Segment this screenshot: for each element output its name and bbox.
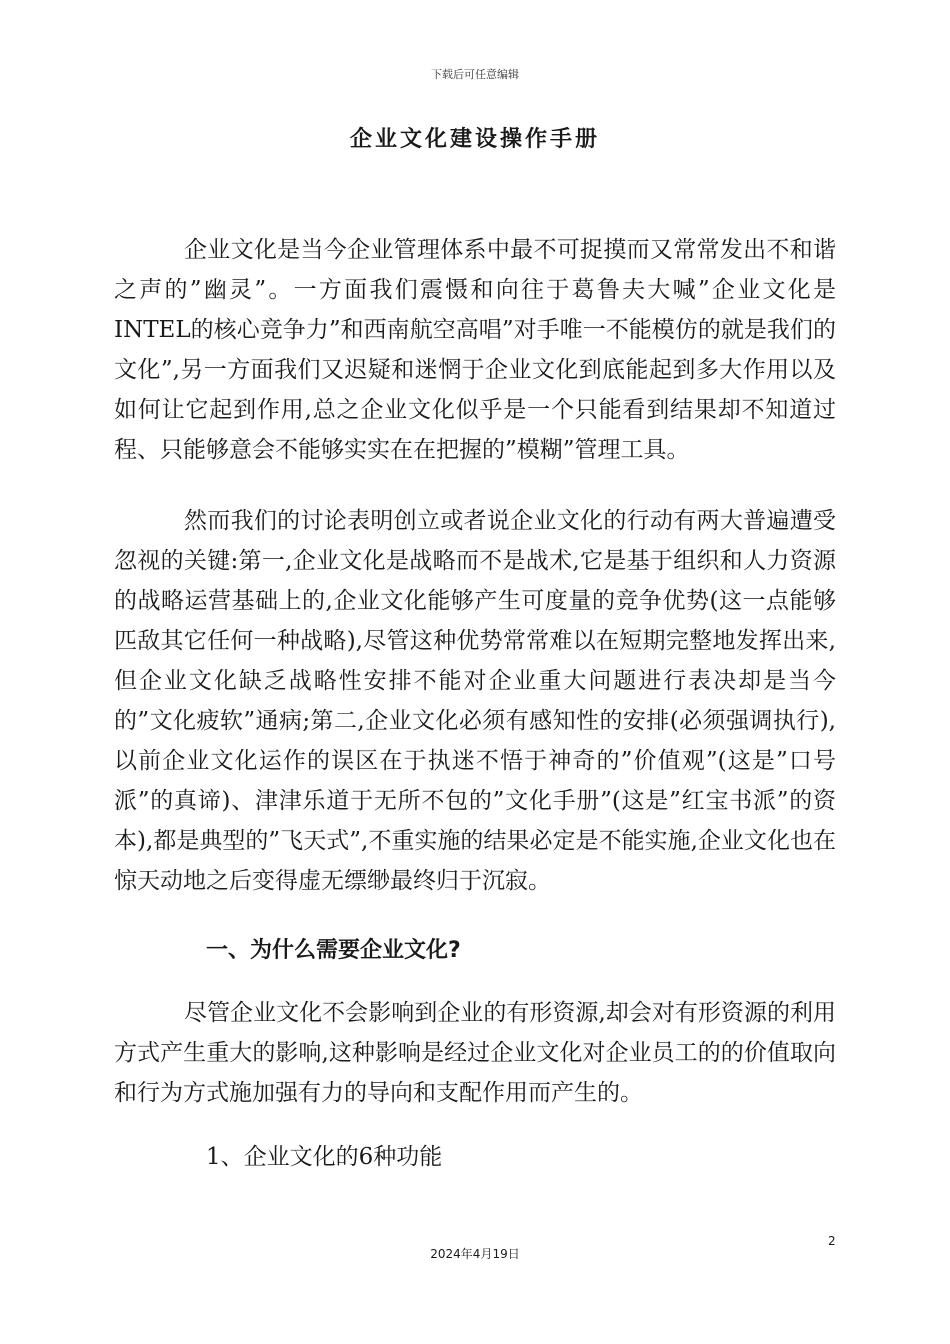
- body-paragraph-2: 然而我们的讨论表明创立或者说企业文化的行动有两大普遍遭受忽视的关键:第一,企业文化是战略而不是战术,它是基于组织和人力资源的战略运营基础上的,企业文化能够产生可度量的竞争优势(这一点能够匹敌其它任何一种战略),尽管这种优势常常难以在短期完整地发挥出来,但企业文化缺乏战略性安排不能对企业重大问题进行表决却是当今的”文化疲软”通病;第二,企业文化必须有感知性的安排(必须强调执行),以前企业文化运作的误区在于执迷不悟于神奇的”价值观”(这是”口号派”的真谛)、津津乐道于无所不包的”文化手册”(这是”红宝书派”的资本),都是典型的”飞天式”,不重实施的结果必定是不能实施,企业文化也在惊天动地之后变得虚无缥缈最终归于沉寂。: [114, 508, 836, 894]
- section-heading: 一、为什么需要企业文化?: [206, 938, 461, 963]
- footer-date: 2024年4月19日: [430, 1247, 520, 1261]
- sub-heading: 1、企业文化的6种功能: [206, 1144, 443, 1170]
- document-title: 企业文化建设操作手册: [349, 127, 600, 152]
- header-note: 下载后可任意编辑: [431, 68, 519, 81]
- body-paragraph-3: 尽管企业文化不会影响到企业的有形资源,却会对有形资源的利用方式产生重大的影响,这种影响是经过企业文化对企业员工的的价值取向和行为方式施加强有力的导向和支配作用而产生的。: [114, 1000, 836, 1106]
- page-number: 2: [828, 1234, 836, 1248]
- body-paragraph-1: 企业文化是当今企业管理体系中最不可捉摸而又常常发出不和谐之声的”幽灵”。一方面我们震慑和向往于葛鲁夫大喊”企业文化是INTEL的核心竞争力”和西南航空高唱”对手唯一不能模仿的就是我们的文化”,另一方面我们又迟疑和迷惘于企业文化到底能起到多大作用以及如何让它起到作用,总之企业文化似乎是一个只能看到结果却不知道过程、只能够意会不能够实实在在把握的”模糊”管理工具。: [114, 237, 836, 463]
